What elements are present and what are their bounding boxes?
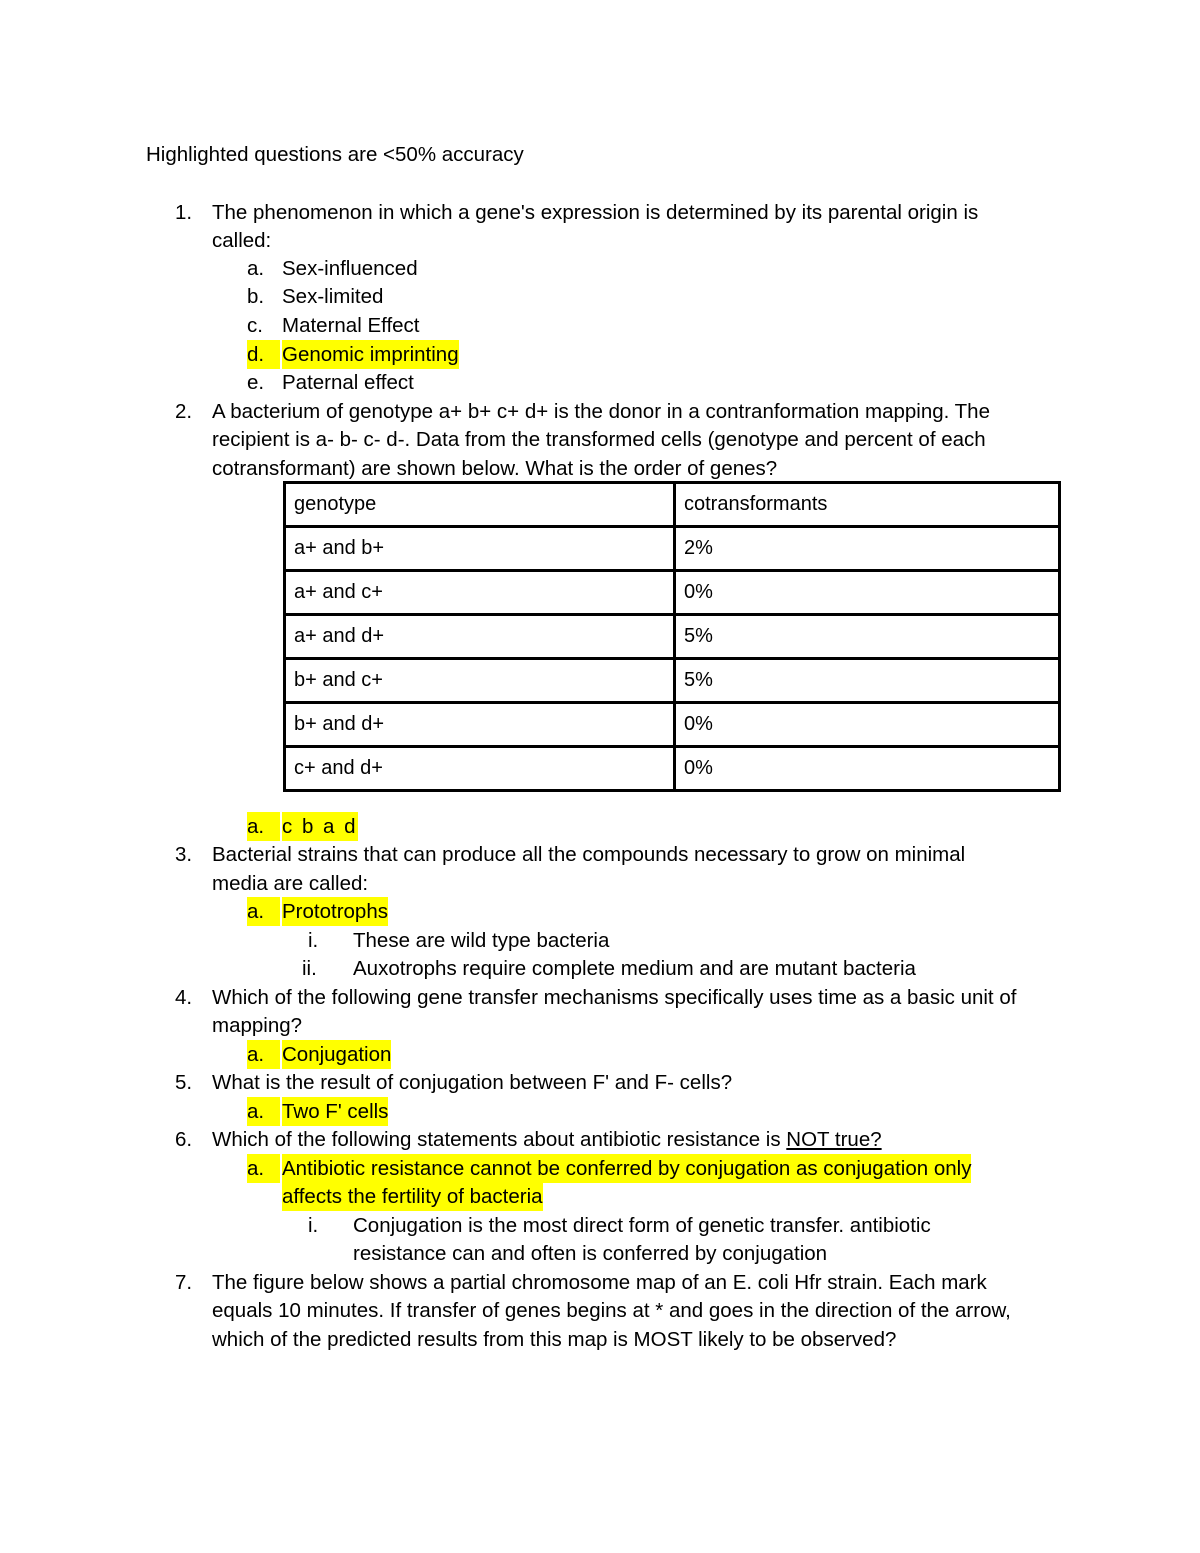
option-label: a. — [247, 257, 265, 280]
question-text: media are called: — [212, 872, 369, 895]
table-header-cell: genotype — [285, 483, 675, 527]
answer-label: a. — [247, 1154, 280, 1183]
question-text-part: Which of the following statements about antibiotic resistance is — [212, 1128, 787, 1151]
question-text: which of the predicted results from this map is MOST likely to be observed? — [212, 1328, 897, 1351]
answer-label: a. — [247, 897, 280, 926]
answer-text: Antibiotic resistance cannot be conferred by conjugation as conjugation only — [282, 1154, 971, 1183]
note-text: Auxotrophs require complete medium and are mutant bacteria — [353, 957, 916, 980]
option-text: Maternal Effect — [282, 314, 420, 337]
table-cell: 5% — [675, 659, 1060, 703]
question-text: The phenomenon in which a gene's expression is determined by its parental origin is — [212, 201, 979, 224]
note-label: ii. — [302, 957, 317, 980]
table-cell: 0% — [675, 747, 1060, 791]
option-label: b. — [247, 285, 265, 308]
option-text: Sex-influenced — [282, 257, 418, 280]
table-row — [285, 527, 1060, 571]
question-number: 5. — [175, 1071, 193, 1094]
table-header-cell: cotransformants — [675, 483, 1060, 527]
question-text: What is the result of conjugation between F' and F- cells? — [212, 1071, 733, 1094]
table-cell: c+ and d+ — [285, 747, 675, 791]
answer-text: c b a d — [282, 812, 358, 841]
question-text: cotransformant) are shown below. What is the order of genes? — [212, 457, 778, 480]
table-header-row — [285, 483, 1060, 527]
answer-text: Prototrophs — [282, 897, 388, 926]
answer-text: Conjugation — [282, 1040, 391, 1069]
note-text: Conjugation is the most direct form of genetic transfer. antibiotic — [353, 1214, 931, 1237]
question-text: called: — [212, 229, 272, 252]
answer-text: Genomic imprinting — [282, 340, 459, 369]
cotransformation-table — [283, 481, 1061, 792]
answer-text: Two F' cells — [282, 1097, 388, 1126]
question-text: Which of the following gene transfer mechanisms specifically uses time as a basic unit of — [212, 986, 1017, 1009]
option-label: e. — [247, 371, 265, 394]
table-row — [285, 659, 1060, 703]
note-label: i. — [308, 1214, 319, 1237]
question-text: Bacterial strains that can produce all the compounds necessary to grow on minimal — [212, 843, 966, 866]
option-text: Sex-limited — [282, 285, 384, 308]
question-text: mapping? — [212, 1014, 303, 1037]
table-cell: 0% — [675, 703, 1060, 747]
table-cell: 5% — [675, 615, 1060, 659]
question-number: 2. — [175, 400, 193, 423]
table-cell: b+ and d+ — [285, 703, 675, 747]
table-cell: a+ and d+ — [285, 615, 675, 659]
question-text: recipient is a- b- c- d-. Data from the transformed cells (genotype and percent of each — [212, 428, 986, 451]
option-text: Paternal effect — [282, 371, 414, 394]
question-number: 7. — [175, 1271, 193, 1294]
underlined-text: NOT true? — [786, 1128, 882, 1151]
note-label: i. — [308, 929, 319, 952]
page-heading: Highlighted questions are <50% accuracy — [146, 143, 524, 166]
table-cell: a+ and b+ — [285, 527, 675, 571]
answer-label: a. — [247, 1040, 280, 1069]
question-text — [212, 1125, 882, 1154]
answer-label: a. — [247, 1097, 280, 1126]
option-label: c. — [247, 314, 263, 337]
note-text: resistance can and often is conferred by conjugation — [353, 1242, 828, 1265]
table-row — [285, 571, 1060, 615]
question-number: 4. — [175, 986, 193, 1009]
table-row — [285, 747, 1060, 791]
table-cell: 2% — [675, 527, 1060, 571]
question-number: 1. — [175, 201, 193, 224]
question-text: A bacterium of genotype a+ b+ c+ d+ is the donor in a contranformation mapping. The — [212, 400, 990, 423]
answer-label: a. — [247, 812, 280, 841]
answer-text: affects the fertility of bacteria — [282, 1182, 543, 1211]
table-cell: b+ and c+ — [285, 659, 675, 703]
question-number: 3. — [175, 843, 193, 866]
note-text: These are wild type bacteria — [353, 929, 610, 952]
question-text: equals 10 minutes. If transfer of genes begins at * and goes in the direction of the arrow, — [212, 1299, 1011, 1322]
question-number: 6. — [175, 1128, 193, 1151]
answer-label: d. — [247, 340, 280, 369]
table-row — [285, 703, 1060, 747]
question-text: The figure below shows a partial chromosome map of an E. coli Hfr strain. Each mark — [212, 1271, 987, 1294]
table-cell: 0% — [675, 571, 1060, 615]
table-cell: a+ and c+ — [285, 571, 675, 615]
table-row — [285, 615, 1060, 659]
